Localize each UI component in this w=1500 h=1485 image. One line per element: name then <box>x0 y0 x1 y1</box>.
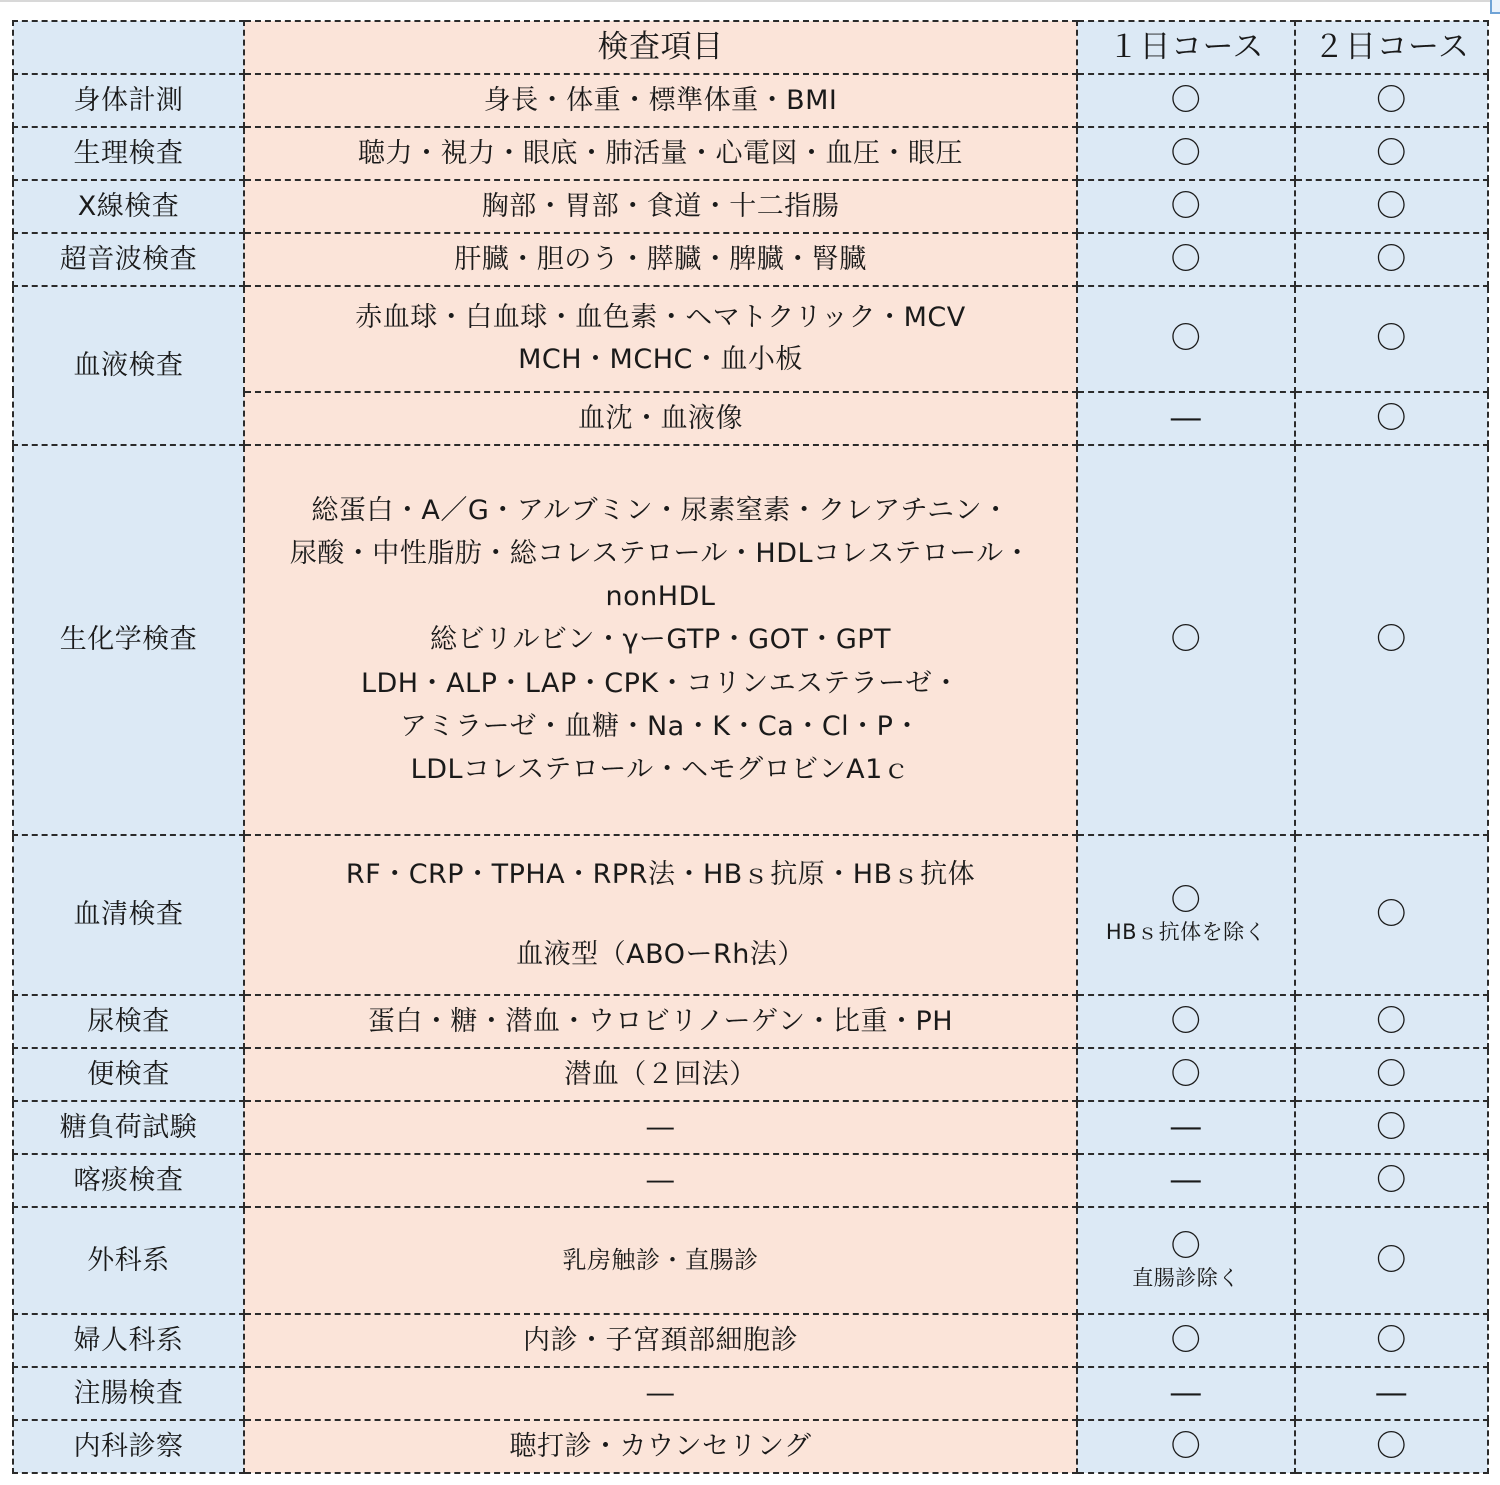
category-cell: 注腸検査 <box>13 1367 244 1420</box>
course2-mark: 〇 <box>1376 1428 1407 1464</box>
course2-cell <box>1295 1048 1488 1101</box>
items-cell <box>244 835 1077 995</box>
course2-mark: 〇 <box>1376 321 1407 356</box>
course2-mark: 〇 <box>1376 1056 1407 1092</box>
items-cell: ― <box>244 1101 1077 1154</box>
course1-cell <box>1077 74 1295 127</box>
exam-table <box>12 20 1489 1474</box>
category-cell: 身体計測 <box>13 74 244 127</box>
course1-note: 直腸診除く <box>1132 1265 1240 1290</box>
items-cell: 乳房触診・直腸診 <box>244 1207 1077 1314</box>
items-line: RF・CRP・TPHA・RPR法・HBｓ抗原・HBｓ抗体 <box>345 859 976 891</box>
course1-cell <box>1077 1207 1295 1314</box>
items-line: LDLコレステロール・ヘモグロビンA1ｃ <box>410 753 911 785</box>
course2-cell <box>1295 835 1488 995</box>
table-row <box>13 1101 1488 1154</box>
category-cell: 生理検査 <box>13 127 244 180</box>
category-cell: 血液検査 <box>13 286 244 445</box>
table-row <box>13 445 1488 835</box>
course2-cell <box>1295 392 1488 445</box>
top-border <box>0 0 1500 2</box>
items-cell: 聴力・視力・眼底・肺活量・心電図・血圧・眼圧 <box>244 127 1077 180</box>
table-row <box>13 835 1488 995</box>
course1-cell <box>1077 835 1295 995</box>
items-line: 尿酸・中性脂肪・総コレステロール・HDLコレステロール・ <box>289 538 1032 570</box>
course2-cell <box>1295 1367 1488 1420</box>
course2-cell <box>1295 1154 1488 1207</box>
items-cell: 内診・子宮頚部細胞診 <box>244 1314 1077 1367</box>
course1-cell <box>1077 1048 1295 1101</box>
course1-cell <box>1077 286 1295 392</box>
course1-cell <box>1077 392 1295 445</box>
course2-cell <box>1295 995 1488 1048</box>
items-line: MCH・MCHC・血小板 <box>518 344 803 375</box>
course2-cell <box>1295 127 1488 180</box>
course1-mark: 〇 <box>1170 321 1202 356</box>
items-line: 総ビリルビン・γーGTP・GOT・GPT <box>429 624 892 656</box>
course2-mark: 〇 <box>1376 1242 1407 1278</box>
table-row <box>13 74 1488 127</box>
category-cell: 糖負荷試験 <box>13 1101 244 1154</box>
items-cell: 胸部・胃部・食道・十二指腸 <box>244 180 1077 233</box>
category-cell: 尿検査 <box>13 995 244 1048</box>
course1-mark: ― <box>1170 400 1202 436</box>
items-cell: 蛋白・糖・潜血・ウロビリノーゲン・比重・PH <box>244 995 1077 1048</box>
items-line: nonHDL <box>605 581 716 613</box>
items-cell: 潜血（２回法） <box>244 1048 1077 1101</box>
course1-mark: 〇 <box>1170 1322 1202 1358</box>
course2-mark: 〇 <box>1376 400 1407 436</box>
table-row <box>13 127 1488 180</box>
table-row <box>13 180 1488 233</box>
course2-mark: 〇 <box>1376 241 1407 277</box>
table-row <box>13 1048 1488 1101</box>
category-cell: 便検査 <box>13 1048 244 1101</box>
items-cell <box>244 445 1077 835</box>
table-row <box>13 995 1488 1048</box>
course2-mark: 〇 <box>1376 1109 1407 1145</box>
items-cell: ― <box>244 1154 1077 1207</box>
course2-mark: 〇 <box>1376 1162 1407 1198</box>
category-cell: 内科診察 <box>13 1420 244 1473</box>
category-cell: 外科系 <box>13 1207 244 1314</box>
course2-cell <box>1295 180 1488 233</box>
category-cell: 血清検査 <box>13 835 244 995</box>
course1-cell <box>1077 180 1295 233</box>
category-cell: 超音波検査 <box>13 233 244 286</box>
items-line: 総蛋白・A／G・アルブミン・尿素窒素・クレアチニン・ <box>311 494 1010 526</box>
items-cell: 肝臓・胆のう・膵臓・脾臓・腎臓 <box>244 233 1077 286</box>
header-course-1day: １日コース <box>1077 21 1295 74</box>
course1-cell <box>1077 995 1295 1048</box>
course1-mark: 〇 <box>1170 1428 1202 1464</box>
course1-mark: ― <box>1170 1162 1202 1198</box>
course2-cell <box>1295 1420 1488 1473</box>
course2-cell <box>1295 233 1488 286</box>
header-items: 検査項目 <box>244 21 1077 74</box>
course2-cell <box>1295 1314 1488 1367</box>
course2-mark: 〇 <box>1376 82 1407 118</box>
table-row <box>13 1207 1488 1314</box>
course2-cell <box>1295 74 1488 127</box>
course1-mark: 〇 <box>1170 1056 1202 1092</box>
course2-cell <box>1295 1101 1488 1154</box>
course1-mark: ― <box>1170 1109 1202 1145</box>
course1-note: HBｓ抗体を除く <box>1105 920 1267 945</box>
course1-mark: 〇 <box>1170 1003 1202 1039</box>
items-line: アミラーゼ・血糖・Na・K・Ca・Cl・P・ <box>400 710 921 742</box>
category-cell: X線検査 <box>13 180 244 233</box>
category-cell: 生化学検査 <box>13 445 244 835</box>
course2-cell <box>1295 445 1488 835</box>
items-line: 赤血球・白血球・血色素・ヘマトクリック・MCV <box>355 302 966 334</box>
course2-mark: 〇 <box>1376 188 1407 224</box>
table-row <box>13 233 1488 286</box>
course2-cell <box>1295 286 1488 392</box>
course1-cell <box>1077 1101 1295 1154</box>
course1-cell <box>1077 1367 1295 1420</box>
course1-mark: 〇 <box>1170 883 1202 919</box>
course1-mark: 〇 <box>1170 1228 1202 1264</box>
items-line: LDH・ALP・LAP・CPK・コリンエステラーゼ・ <box>360 667 961 699</box>
course2-cell <box>1295 1207 1488 1314</box>
items-cell: 聴打診・カウンセリング <box>244 1420 1077 1473</box>
course1-cell <box>1077 1420 1295 1473</box>
course1-cell <box>1077 233 1295 286</box>
course1-cell <box>1077 127 1295 180</box>
course2-mark: 〇 <box>1376 1322 1407 1358</box>
items-cell: 血沈・血液像 <box>244 392 1077 445</box>
category-cell: 婦人科系 <box>13 1314 244 1367</box>
course1-mark: 〇 <box>1170 241 1202 277</box>
table-row <box>13 1314 1488 1367</box>
course2-mark: ― <box>1376 1375 1407 1411</box>
course1-cell <box>1077 1154 1295 1207</box>
header-course-2day: ２日コース <box>1295 21 1488 74</box>
course2-mark: 〇 <box>1376 622 1407 657</box>
table-row <box>13 1367 1488 1420</box>
course2-mark: 〇 <box>1376 135 1407 171</box>
course2-mark: 〇 <box>1376 1003 1407 1039</box>
header-category <box>13 21 244 74</box>
corner-marker <box>1490 0 1500 14</box>
items-line: 血液型（ABOーRh法） <box>516 939 805 970</box>
course1-cell <box>1077 1314 1295 1367</box>
table-row <box>13 1154 1488 1207</box>
course1-mark: 〇 <box>1170 82 1202 118</box>
items-cell: 身長・体重・標準体重・BMI <box>244 74 1077 127</box>
items-cell: ― <box>244 1367 1077 1420</box>
course1-mark: ― <box>1170 1375 1202 1411</box>
header-row <box>13 21 1488 74</box>
course1-cell <box>1077 445 1295 835</box>
course2-mark: 〇 <box>1376 897 1407 932</box>
table-row <box>13 1420 1488 1473</box>
course1-mark: 〇 <box>1170 188 1202 224</box>
table-row <box>13 286 1488 392</box>
course1-mark: 〇 <box>1170 622 1202 657</box>
course1-mark: 〇 <box>1170 135 1202 171</box>
category-cell: 喀痰検査 <box>13 1154 244 1207</box>
items-cell <box>244 286 1077 392</box>
